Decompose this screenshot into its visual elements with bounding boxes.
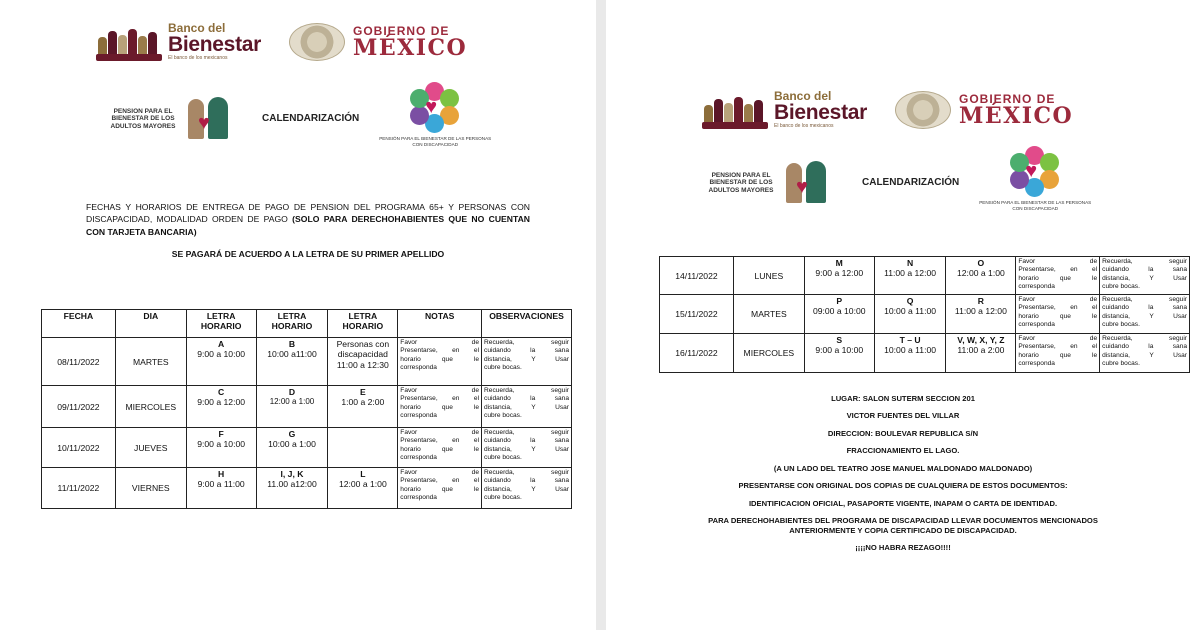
horario: 11:00 a 12:00	[954, 306, 1007, 317]
dia-cell: VIERNES	[115, 468, 186, 509]
table-row	[42, 468, 572, 509]
banco-line1: Banco del	[774, 89, 832, 103]
pension-discapacidad-text: PENSIÓN PARA EL BIENESTAR DE LAS PERSONAS CON DISCAPACIDAD	[379, 136, 492, 147]
mexico-seal-icon	[895, 91, 951, 129]
header-observaciones: OBSERVACIONES	[482, 310, 572, 338]
letra-horario-cell	[186, 428, 256, 468]
notas-cell: Favor de Presentarse, en el horario que le corresponda	[398, 338, 482, 386]
observaciones-cell: Recuerda, seguir cuidando la sana distancia, Y Usar cubre bocas.	[1100, 334, 1190, 373]
mexico-seal-icon	[289, 23, 345, 61]
calendarizacion-title-2: CALENDARIZACIÓN	[862, 177, 960, 189]
footer-direccion: DIRECCION: BOULEVAR REPUBLICA S/N	[827, 428, 979, 438]
fecha-cell: 15/11/2022	[660, 295, 734, 334]
footer-referencia: (A UN LADO DEL TEATRO JOSE MANUEL MALDONADO MALDONADO)	[773, 463, 1033, 473]
gobierno-mexico-logo	[289, 23, 467, 61]
banco-bienestar-logo	[96, 22, 261, 61]
letra: G	[288, 429, 296, 439]
letra: O	[977, 258, 985, 268]
pension-adultos-text: PENSION PARA EL BIENESTAR DE LOS ADULTOS MAYORES	[110, 108, 176, 130]
letra-horario-cell	[874, 334, 946, 373]
schedule-table-right	[659, 256, 1190, 373]
banco-line2: Bienestar	[168, 33, 262, 56]
letra-horario-cell	[328, 386, 398, 428]
gobierno-line2: MÉXICO	[353, 34, 468, 61]
letra: D	[288, 387, 296, 397]
intro-text: FECHAS Y HORARIOS DE ENTREGA DE PAGO DE PENSION DEL PROGRAMA 65+ Y PERSONAS CON DISCAPACIDAD, MODALIDAD ORDEN DE PAGO	[86, 202, 530, 225]
pension-discapacidad-logo	[375, 82, 495, 148]
horario: 1:00 a 2:00	[341, 397, 385, 408]
footer-lugar: LUGAR: SALON SUTERM SECCION 201	[831, 394, 975, 403]
horario: 12:00 a 1:00	[338, 479, 387, 490]
banco-tagline: El banco de los mexicanos	[168, 55, 228, 61]
table-row	[660, 257, 1190, 295]
letra: M	[835, 258, 843, 268]
fecha-cell: 08/11/2022	[42, 338, 116, 386]
letra-horario-cell	[874, 257, 946, 295]
observaciones-cell: Recuerda, seguir cuidando la sana distancia, Y Usar cubre bocas.	[1100, 257, 1190, 295]
horario: 10:00 a 1:00	[268, 439, 316, 450]
letra-horario-cell	[874, 295, 946, 334]
header-logos	[96, 22, 467, 61]
footer-documentos: IDENTIFICACION OFICIAL, PASAPORTE VIGENTE, INAPAM O CARTA DE IDENTIDAD.	[748, 498, 1058, 508]
table-row	[42, 428, 572, 468]
letra-horario-cell	[946, 334, 1016, 373]
letra-horario-cell	[804, 295, 874, 334]
letra-horario-cell	[328, 468, 398, 509]
horario: 10:00 a11:00	[267, 349, 317, 360]
observaciones-cell: Recuerda, seguir cuidando la sana distancia, Y Usar cubre bocas.	[482, 386, 572, 428]
footer-fraccionamiento: FRACCIONAMIENTO EL LAGO.	[846, 446, 960, 456]
horario: 11:00 a 2:00	[957, 345, 1005, 356]
letra: C	[218, 387, 225, 397]
letra: T – U	[899, 335, 921, 345]
observaciones-cell: Recuerda, seguir cuidando la sana distancia, Y Usar cubre bocas.	[482, 338, 572, 386]
pension-adultos-text: PENSION PARA EL BIENESTAR DE LOS ADULTOS MAYORES	[708, 172, 774, 194]
schedule-page-1	[0, 0, 596, 630]
footer-calle: VICTOR FUENTES DEL VILLAR	[846, 411, 960, 421]
program-logos	[102, 90, 495, 148]
letra-horario-cell	[328, 428, 398, 468]
header-fecha: FECHA	[42, 310, 116, 338]
discapacidad-icon: ♥	[1009, 146, 1061, 198]
letra: A	[218, 339, 225, 349]
letra: V, W, X, Y, Z	[957, 335, 1005, 345]
footer-info	[606, 394, 1200, 553]
letra: I, J, K	[280, 469, 304, 479]
letra: N	[906, 258, 914, 268]
dia-cell: MARTES	[733, 295, 804, 334]
letra-horario-cell	[186, 468, 256, 509]
horario: 10:00 a 11:00	[884, 345, 937, 356]
letra-horario-cell	[186, 338, 256, 386]
banco-tagline: El banco de los mexicanos	[774, 123, 834, 129]
adultos-mayores-icon: ♥	[184, 93, 234, 145]
dia-cell: MARTES	[115, 338, 186, 386]
letra: E	[359, 387, 366, 397]
table-row	[42, 338, 572, 386]
subheading: SE PAGARÁ DE ACUERDO A LA LETRA DE SU PRIMER APELLIDO	[171, 249, 445, 259]
letra-horario-cell	[804, 257, 874, 295]
horario: 9:00 a 12:00	[197, 397, 246, 408]
gobierno-mexico-logo-2	[895, 91, 1073, 129]
horario: 11:00 a 12:00	[884, 268, 937, 279]
letra: Q	[906, 296, 914, 306]
letra-horario-cell	[256, 386, 328, 428]
banco-bienestar-logo-2	[702, 90, 867, 129]
dia-cell: LUNES	[733, 257, 804, 295]
horario: 9:00 a 11:00	[197, 479, 245, 490]
intro-bold-text: (SOLO PARA DERECHOHABIENTES QUE NO CUENTAN CON TARJETA BANCARIA)	[86, 214, 530, 237]
header-dia: DIA	[115, 310, 186, 338]
dia-cell: MIERCOLES	[115, 386, 186, 428]
observaciones-cell: Recuerda, seguir cuidando la sana distancia, Y Usar cubre bocas.	[482, 468, 572, 509]
pension-discapacidad-text: PENSIÓN PARA EL BIENESTAR DE LAS PERSONAS CON DISCAPACIDAD	[979, 200, 1092, 211]
letra: B	[288, 339, 296, 349]
fecha-cell: 09/11/2022	[42, 386, 116, 428]
horario: 12:00 a 1:00	[269, 397, 315, 407]
footer-discapacidad-2: ANTERIORMENTE Y COPIA CERTIFICADO DE DISCAPACIDAD.	[789, 525, 1017, 535]
gobierno-line1: GOBIERNO DE	[353, 23, 450, 38]
notas-cell: Favor de Presentarse, en el horario que le corresponda	[1016, 295, 1100, 334]
letra-horario-cell	[256, 338, 328, 386]
banco-line2: Bienestar	[774, 101, 868, 124]
letra-horario-cell	[186, 386, 256, 428]
footer-rezago: ¡¡¡¡NO HABRA REZAGO!!!!	[855, 543, 951, 553]
pension-adultos-logo	[102, 93, 234, 145]
notas-cell: Favor de Presentarse, en el horario que le corresponda	[1016, 334, 1100, 373]
letra-horario-cell	[946, 295, 1016, 334]
horario: 9:00 a 10:00	[197, 349, 246, 360]
pension-adultos-logo-2	[700, 157, 832, 209]
letra: P	[836, 296, 843, 306]
letra-horario-cell	[256, 428, 328, 468]
program-logos-2	[700, 154, 1095, 212]
horario: 09:00 a 10:00	[812, 306, 866, 317]
footer-presentarse: PRESENTARSE CON ORIGINAL DOS COPIAS DE CUALQUIERA DE ESTOS DOCUMENTOS:	[738, 481, 1068, 491]
header-logos-2	[702, 90, 1073, 129]
header-letra-horario-3: LETRA HORARIO	[328, 310, 398, 338]
fecha-cell: 11/11/2022	[42, 468, 116, 509]
discapacidad-icon: ♥	[409, 82, 461, 134]
intro-paragraph	[86, 201, 530, 238]
dia-cell: MIERCOLES	[733, 334, 804, 373]
horario: 12:00 a 1:00	[957, 268, 1005, 279]
horario: 11.00 a12:00	[267, 479, 317, 490]
letra: H	[218, 469, 225, 479]
letra: L	[360, 469, 366, 479]
header-notas: NOTAS	[398, 310, 482, 338]
letra-horario-cell	[804, 334, 874, 373]
notas-cell: Favor de Presentarse, en el horario que le corresponda	[1016, 257, 1100, 295]
letra-horario-cell	[946, 257, 1016, 295]
header-letra-horario-2: LETRA HORARIO	[256, 310, 328, 338]
adultos-mayores-icon: ♥	[782, 157, 832, 209]
letra-horario-cell	[328, 338, 398, 386]
fecha-cell: 14/11/2022	[660, 257, 734, 295]
table-row	[660, 295, 1190, 334]
observaciones-cell: Recuerda, seguir cuidando la sana distancia, Y Usar cubre bocas.	[482, 428, 572, 468]
horario: 9:00 a 10:00	[815, 345, 864, 356]
fecha-cell: 10/11/2022	[42, 428, 116, 468]
horario: 9:00 a 10:00	[197, 439, 246, 450]
letra: S	[836, 335, 843, 345]
table-row	[660, 334, 1190, 373]
gobierno-line1: GOBIERNO DE	[959, 91, 1056, 106]
dia-cell: JUEVES	[115, 428, 186, 468]
banco-bienestar-figures-icon	[702, 91, 768, 129]
banco-bienestar-figures-icon	[96, 23, 162, 61]
banco-line1: Banco del	[168, 21, 226, 35]
horario: 9:00 a 12:00	[815, 268, 864, 279]
calendarizacion-title: CALENDARIZACIÓN	[262, 113, 360, 125]
horario: 10:00 a 11:00	[884, 306, 937, 317]
pension-discapacidad-logo-2	[975, 146, 1095, 212]
schedule-table-left	[41, 309, 572, 509]
notas-cell: Favor de Presentarse, en el horario que le corresponda	[398, 386, 482, 428]
observaciones-cell: Recuerda, seguir cuidando la sana distancia, Y Usar cubre bocas.	[1100, 295, 1190, 334]
notas-cell: Favor de Presentarse, en el horario que le corresponda	[398, 428, 482, 468]
notas-cell: Favor de Presentarse, en el horario que le corresponda	[398, 468, 482, 509]
schedule-page-2	[606, 0, 1200, 630]
letra: R	[977, 296, 984, 306]
letra-horario-cell	[256, 468, 328, 509]
gobierno-line2: MÉXICO	[959, 102, 1074, 129]
letra: F	[218, 429, 224, 439]
fecha-cell: 16/11/2022	[660, 334, 734, 373]
header-letra-horario-1: LETRA HORARIO	[186, 310, 256, 338]
horario: Personas con discapacidad 11:00 a 12:30	[336, 339, 390, 370]
table-row	[42, 386, 572, 428]
footer-discapacidad-1: PARA DERECHOHABIENTES DEL PROGRAMA DE DISCAPACIDAD LLEVAR DOCUMENTOS MENCIONADOS	[708, 516, 1098, 526]
